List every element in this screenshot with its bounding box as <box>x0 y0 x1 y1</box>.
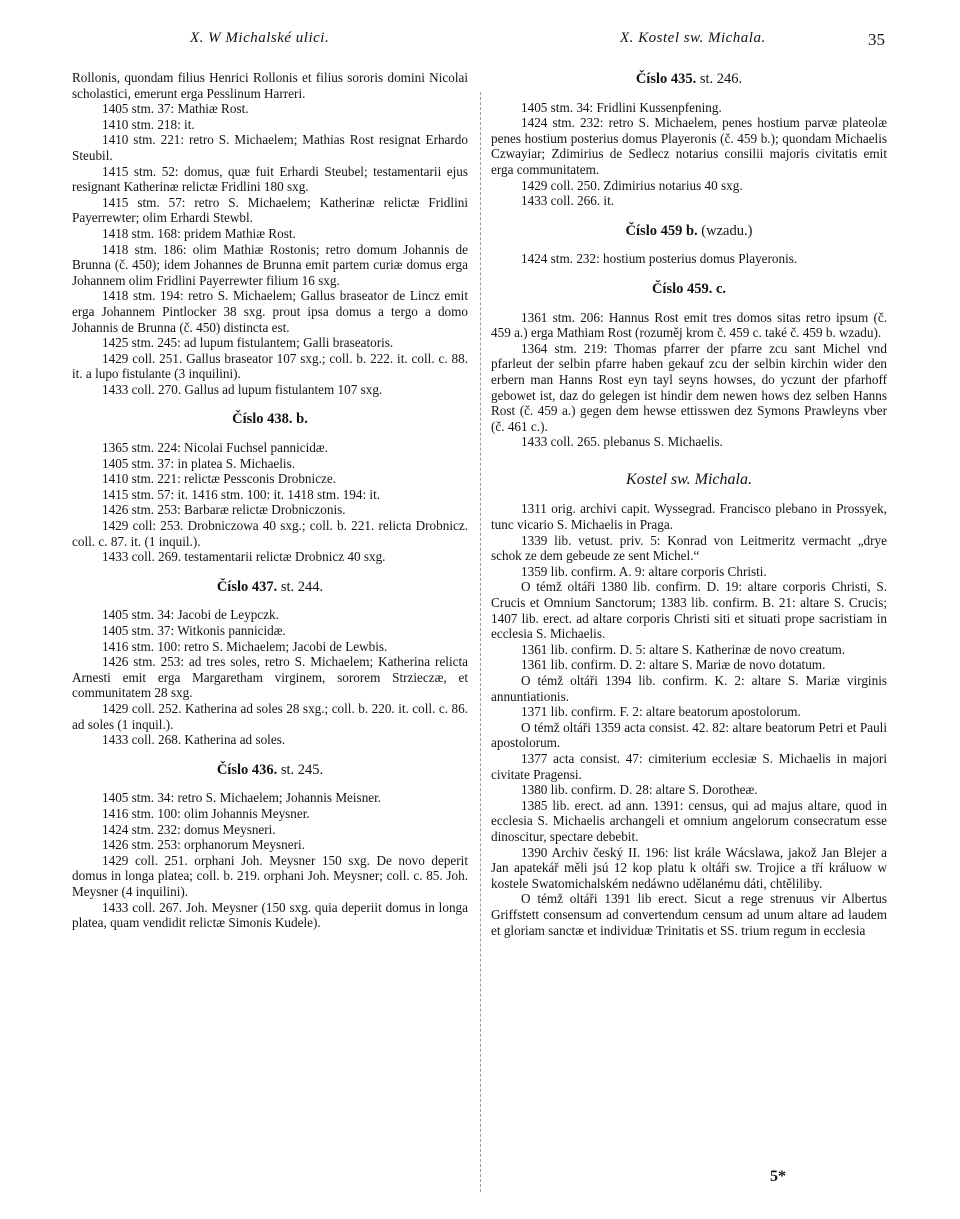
entry-number: Číslo 437. <box>216 578 278 595</box>
paragraph: 1433 coll. 265. plebanus S. Michaelis. <box>521 434 723 450</box>
right-column <box>491 70 887 938</box>
paragraph: O témž oltáři 1359 acta consist. 42. 82: altare beatorum Petri et Pauli apostolorum. <box>491 719 887 751</box>
paragraph: 1416 stm. 100: retro S. Michaelem; Jacobi de Lewbis. <box>102 638 388 654</box>
paragraph: O témž oltáři 1394 lib. confirm. K. 2: altare S. Mariæ virginis annuntiationis. <box>491 673 887 704</box>
paragraph: 1311 orig. archivi capit. Wyssegrad. Francisco plebano in Prossyek, tunc vicario S. Michaelis in Praga. <box>491 501 887 533</box>
entry-heading <box>491 282 887 298</box>
paragraph: 1405 stm. 37: in platea S. Michaelis. <box>102 455 296 471</box>
entry-reference: st. 244. <box>280 578 324 595</box>
paragraph: 1429 coll. 250. Zdimirius notarius 40 sxg. <box>521 177 743 193</box>
paragraph: 1426 stm. 253: orphanorum Meysneri. <box>102 837 305 853</box>
paragraph: 1433 coll. 266. it. <box>521 193 615 209</box>
paragraph: O témž oltáři 1391 lib erect. Sicut a rege strenuus vir Albertus Griffstett consensum ad convertendum censum ad unum altare ad laudem et gloriam sanctæ et individuæ Trinitatis et SS. trium regum in ecclesia <box>491 891 887 938</box>
paragraph: 1385 lib. erect. ad ann. 1391: census, qui ad majus altare, quod in ecclesia S. Michaelis archangeli et omnium angelorum consecratum esse dinoscitur, spectare debebit. <box>491 797 887 844</box>
paragraph: Rollonis, quondam filius Henrici Rollonis et filius sororis domini Nicolai scholastici, emerunt erga Pesslinum Harreri. <box>72 70 468 101</box>
paragraph: O témž oltáři 1380 lib. confirm. D. 19: altare corporis Christi, S. Crucis et Omnium Sanctorum; 1383 lib. confirm. B. 21: altare S. Crucis; 1407 lib. erect. ad altare corporis Christi siti et situati prope sacristiam in ecclesia S. Michaelis. <box>491 579 887 642</box>
paragraph: 1405 stm. 34: Jacobi de Leypczk. <box>102 607 279 623</box>
entry-reference: st. 246. <box>699 71 743 87</box>
entry-heading <box>491 72 887 88</box>
paragraph: 1359 lib. confirm. A. 9: altare corporis Christi. <box>521 563 767 579</box>
column-divider <box>480 92 481 1192</box>
paragraph: 1424 stm. 232: domus Meysneri. <box>102 821 276 837</box>
paragraph: 1377 acta consist. 47: cimiterium ecclesiæ S. Michaelis in majori civitate Pragensi. <box>491 750 887 782</box>
paragraph: 1425 stm. 245: ad lupum fistulantem; Galli braseatoris. <box>102 335 394 351</box>
paragraph: 1418 stm. 194: retro S. Michaelem; Gallus braseator de Lincz emit erga Johannem Pintlocker 38 sxg. prout ipsa domus a tergo a domo Johannis de Brunna (č. 450) distincta est. <box>72 288 468 335</box>
section-heading: Kostel sw. Michala. <box>626 470 752 488</box>
paragraph: 1361 stm. 206: Hannus Rost emit tres domos sitas retro ipsum (č. 459 a.) erga Mathiam Rost (rozuměj krom č. 459 c. také č. 459 b. wzadu). <box>491 309 887 341</box>
paragraph: 1405 stm. 34: Fridlini Kussenpfening. <box>521 99 722 115</box>
paragraph: 1415 stm. 52: domus, quæ fuit Erhardi Steubel; testamentarii ejus resignant Katherinæ relictæ Fridlini 180 sxg. <box>72 163 468 195</box>
paragraph: 1371 lib. confirm. F. 2: altare beatorum apostolorum. <box>521 704 801 720</box>
entry-number: Číslo 438. b. <box>232 411 308 428</box>
entry-reference: st. 245. <box>280 761 324 778</box>
entry-number: Číslo 435. <box>635 71 697 87</box>
paragraph: 1429 coll. 251. Gallus braseator 107 sxg.; coll. b. 222. it. coll. c. 88. it. a lupo fistulante (3 inquilini). <box>72 350 468 382</box>
paragraph: 1365 stm. 224: Nicolai Fuchsel pannicidæ. <box>102 440 328 456</box>
paragraph: 1410 stm. 221: relictæ Pessconis Drobnicze. <box>102 471 337 487</box>
left-column <box>72 70 468 931</box>
paragraph: 1433 coll. 270. Gallus ad lupum fistulantem 107 sxg. <box>102 381 383 397</box>
entry-heading <box>72 580 468 596</box>
paragraph: 1424 stm. 232: hostium posterius domus Playeronis. <box>521 251 798 267</box>
paragraph: 1339 lib. vetust. priv. 5: Konrad von Leitmeritz vermacht „drye schok ze dem gebeude ze sent Michel.“ <box>491 532 887 564</box>
paragraph: 1433 coll. 269. testamentarii relictæ Drobnicz 40 sxg. <box>102 549 386 565</box>
paragraph: 1361 lib. confirm. D. 5: altare S. Katherinæ de novo creatum. <box>521 641 846 657</box>
entry-number: Číslo 436. <box>216 761 278 778</box>
paragraph: 1418 stm. 186: olim Mathiæ Rostonis; retro domum Johannis de Brunna (č. 450); idem Johannes de Brunna emit partem curiæ domus erga Johannem olim Fridlini Payerrewter filium 16 sxg. <box>72 241 468 288</box>
paragraph: 1426 stm. 253: ad tres soles, retro S. Michaelem; Katherina relicta Arnesti emit erga Margaretham virginem, sororem Strzieczæ, et communitatem 28 sxg. <box>72 654 468 701</box>
page-number: 35 <box>868 30 885 49</box>
paragraph: 1410 stm. 221: retro S. Michaelem; Mathias Rost resignat Erhardo Steubil. <box>72 132 468 163</box>
paragraph: 1390 Archiv český II. 196: list krále Wácslawa, jakož Jan Blejer a Jan apatekář měli jsú 12 kop platu k oltáři sw. Trojice a tří králuow w kostele Swatomichalském nedáwno udělanému dáti, chtěliliby. <box>491 844 887 891</box>
entry-number: Číslo 459. c. <box>651 280 727 297</box>
paragraph: 1405 stm. 37: Mathiæ Rost. <box>102 101 249 117</box>
running-head-left: X. W Michalské ulici. <box>190 30 330 46</box>
entry-heading <box>491 224 887 240</box>
entry-reference: (wzadu.) <box>701 222 753 239</box>
paragraph: 1364 stm. 219: Thomas pfarrer der pfarre zcu sant Michel vnd pfarleut der selbin pfarre haben gekauf zcu der selbin kirchin wider den erbern man Hanns Rost eyn tayl seyns howses, do yczunt der pfarhoff gebowet ist, daz do gelegen ist hindir dem newen hows dez selben Hanns Rost (č. 459 a.) gegen dem hewse ettisswen dez Symons Prawleyns vber (č. 461 c.). <box>491 340 887 434</box>
paragraph: 1433 coll. 267. Joh. Meysner (150 sxg. quia deperiit domus in longa platea, quam vendidit relictæ Simonis Kudele). <box>72 899 468 931</box>
paragraph: 1415 stm. 57: retro S. Michaelem; Katherinæ relictæ Fridlini Payerrewter; olim Erhardi Stewbl. <box>72 194 468 226</box>
entry-heading <box>72 763 468 779</box>
paragraph: 1429 coll. 252. Katherina ad soles 28 sxg.; coll. b. 220. it. coll. c. 86. ad soles (1 inquil.). <box>72 700 468 732</box>
paragraph: 1429 coll: 253. Drobniczowa 40 sxg.; coll. b. 221. relicta Drobnicz. coll. c. 87. it. (1 inquil.). <box>72 518 468 549</box>
entry-heading <box>72 412 468 428</box>
signature-mark: 5* <box>770 1168 786 1185</box>
paragraph: 1415 stm. 57: it. 1416 stm. 100: it. 1418 stm. 194: it. <box>102 486 381 502</box>
paragraph: 1418 stm. 168: pridem Mathiæ Rost. <box>102 225 296 241</box>
paragraph: 1429 coll. 251. orphani Joh. Meysner 150 sxg. De novo deperit domus in longa platea; coll. b. 219. orphani Joh. Meysner; coll. c. 85. Joh. Meysner (4 inquilini). <box>72 852 468 899</box>
paragraph: 1405 stm. 37: Witkonis pannicidæ. <box>102 623 286 638</box>
paragraph: 1416 stm. 100: olim Johannis Meysner. <box>102 805 310 821</box>
paragraph: 1380 lib. confirm. D. 28: altare S. Dorotheæ. <box>521 782 758 798</box>
running-head-right: X. Kostel sw. Michala. <box>620 30 766 46</box>
paragraph: 1433 coll. 268. Katherina ad soles. <box>102 732 286 748</box>
paragraph: 1426 stm. 253: Barbaræ relictæ Drobniczonis. <box>102 502 346 518</box>
paragraph: 1424 stm. 232: retro S. Michaelem, penes hostium parvæ plateolæ penes hostium posterius domus Playeronis (č. 459 b.); quondam Michaelis Czwayiar; Zdimirius de Sedlecz notarius consilii majoris civitatis emit erga communitatem. <box>491 115 887 177</box>
paragraph: 1361 lib. confirm. D. 2: altare S. Mariæ de novo dotatum. <box>521 657 826 673</box>
entry-number: Číslo 459 b. <box>625 222 698 239</box>
paragraph: 1410 stm. 218: it. <box>102 116 195 132</box>
paragraph: 1405 stm. 34: retro S. Michaelem; Johannis Meisner. <box>102 790 382 806</box>
